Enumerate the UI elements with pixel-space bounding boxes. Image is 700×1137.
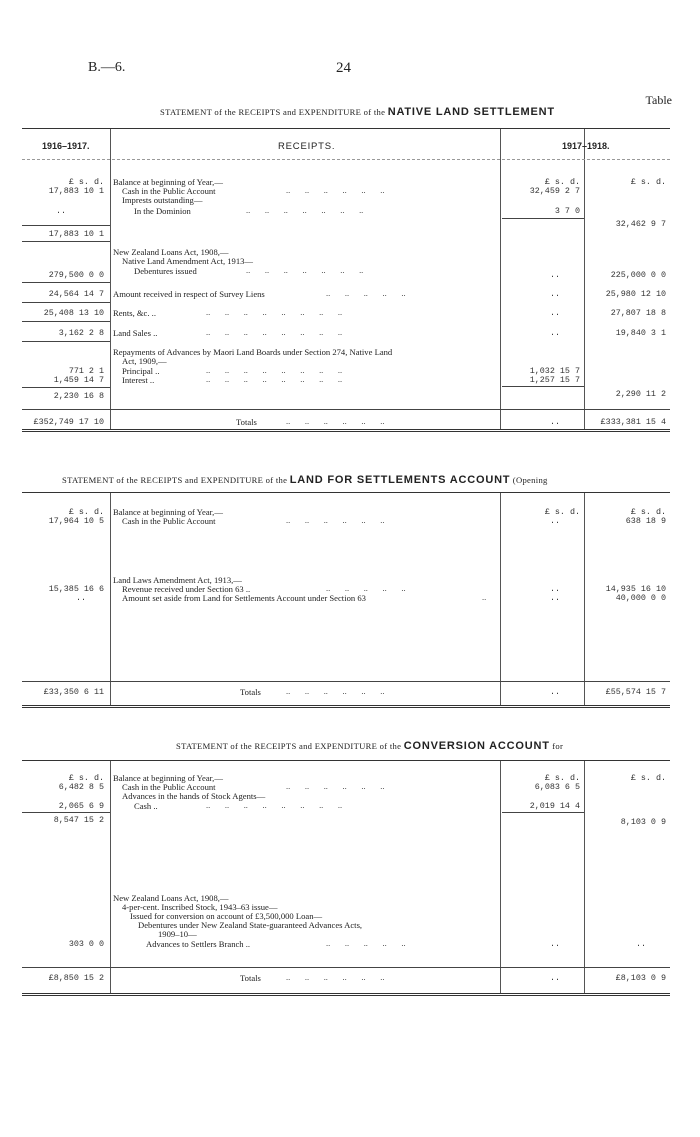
- amount: 17,883 10 1: [48, 229, 104, 239]
- row-label: Advances in the hands of Stock Agents—: [122, 791, 266, 801]
- amount: 2,065 6 9: [58, 801, 104, 811]
- leader-dots: .. .. .. .. .. .. .. ..: [206, 328, 343, 337]
- lsd-head: £ s. d.: [630, 177, 666, 187]
- dash: ..: [549, 584, 560, 594]
- lsd-head: £ s. d.: [68, 177, 104, 187]
- dash: ..: [549, 593, 560, 603]
- leader-dots: .. .. .. .. .. .. ..: [246, 206, 364, 215]
- amount: 1,032 15 7: [529, 366, 580, 376]
- dash: ..: [549, 417, 560, 427]
- totals-label: Totals: [236, 417, 257, 427]
- amount: 40,000 0 0: [615, 593, 666, 603]
- col-divider: [500, 761, 501, 993]
- leader-dots: .. .. .. .. .. .. .. ..: [206, 308, 343, 317]
- subtotal-rule: [22, 387, 110, 388]
- dash: ..: [549, 328, 560, 338]
- title-bold: LAND FOR SETTLEMENTS ACCOUNT: [289, 474, 511, 486]
- leader-dots: .. .. .. .. .. ..: [286, 186, 385, 195]
- conversion-table: [22, 760, 670, 996]
- row-label: Debentures under New Zealand State-guaranteed Advances Acts,: [138, 920, 363, 930]
- row-label: New Zealand Loans Act, 1908,—: [113, 893, 229, 903]
- row-rule: [22, 282, 110, 283]
- row-label: Land Sales ..: [113, 328, 158, 338]
- subtotal-rule: [502, 386, 584, 387]
- leader-dots: .. .. .. .. .. .. ..: [246, 266, 364, 275]
- title-text: for: [552, 741, 564, 751]
- lsd-head: £ s. d.: [544, 773, 580, 783]
- title-text: STATEMENT of the RECEIPTS and EXPENDITURE of the: [176, 741, 402, 751]
- row-label: Rents, &c. ..: [113, 308, 156, 318]
- title-bold: CONVERSION ACCOUNT: [403, 740, 550, 752]
- row-label: Native Land Amendment Act, 1913—: [122, 256, 254, 266]
- amount: 27,807 18 8: [610, 308, 666, 318]
- col-divider: [110, 493, 111, 705]
- totals-label: Totals: [240, 687, 261, 697]
- leader-dots: .. .. .. .. ..: [326, 939, 406, 948]
- col-year-left: 1916–1917.: [42, 141, 90, 151]
- title-text: (Opening: [512, 475, 548, 485]
- totals-rule: [22, 967, 670, 968]
- lsd-head: £ s. d.: [630, 773, 666, 783]
- statement-title-native: [160, 106, 555, 118]
- amount: 19,840 3 1: [615, 328, 666, 338]
- dash: ..: [75, 593, 86, 603]
- header-rule: [22, 159, 670, 160]
- page-number: 24: [336, 60, 351, 76]
- row-label: Balance at beginning of Year,—: [113, 507, 223, 517]
- row-label: 1909–10—: [158, 929, 197, 939]
- row-label: Balance at beginning of Year,—: [113, 773, 223, 783]
- leader-dots: .. .. .. .. .. ..: [286, 687, 385, 696]
- row-label: New Zealand Loans Act, 1908,—: [113, 247, 229, 257]
- row-label: Amount set aside from Land for Settlements Account under Section 63: [122, 593, 366, 603]
- row-rule: [22, 341, 110, 342]
- leader-dots: .. .. .. .. .. ..: [286, 973, 385, 982]
- amount: 2,230 16 8: [53, 391, 104, 401]
- totals-label: Totals: [240, 973, 261, 983]
- leader-dots: .. .. .. .. .. ..: [286, 782, 385, 791]
- amount: 2,290 11 2: [615, 389, 666, 399]
- row-label: Advances to Settlers Branch ..: [146, 939, 251, 949]
- amount: 8,103 0 9: [620, 817, 666, 827]
- dash: ..: [549, 289, 560, 299]
- subtotal-rule: [22, 225, 110, 226]
- dash: ..: [549, 973, 560, 983]
- leader-dots: .. .. .. .. ..: [326, 584, 406, 593]
- col-divider: [500, 493, 501, 705]
- row-label: 4-per-cent. Inscribed Stock, 1943–63 issue—: [122, 902, 278, 912]
- row-label: Act, 1909,—: [122, 356, 167, 366]
- leader-dots: .. .. .. .. .. ..: [286, 516, 385, 525]
- amount: 2,019 14 4: [529, 801, 580, 811]
- amount: 14,935 16 10: [605, 584, 666, 594]
- amount: 225,000 0 0: [610, 270, 666, 280]
- lsd-head: £ s. d.: [544, 177, 580, 187]
- row-rule: [22, 321, 110, 322]
- statement-title-lfs: [62, 474, 548, 486]
- total-amount: £8,103 0 9: [615, 973, 666, 983]
- total-amount: £33,350 6 11: [43, 687, 104, 697]
- row-label: Revenue received under Section 63 ..: [122, 584, 251, 594]
- lsd-head: £ s. d.: [630, 507, 666, 517]
- leader-dots: .. .. .. .. .. ..: [286, 417, 385, 426]
- table-label: Table: [645, 93, 672, 107]
- lfs-table: [22, 492, 670, 708]
- title-text: STATEMENT of the RECEIPTS and EXPENDITURE of the: [62, 475, 288, 485]
- row-label: Cash ..: [134, 801, 158, 811]
- col-receipts: RECEIPTS.: [278, 141, 336, 152]
- row-label: Cash in the Public Account: [122, 782, 216, 792]
- dash: ..: [55, 206, 66, 216]
- amount: 8,547 15 2: [53, 815, 104, 825]
- amount: 638 18 9: [625, 516, 666, 526]
- dash: ..: [549, 939, 560, 949]
- dash: ..: [549, 516, 560, 526]
- row-label: Principal ..: [122, 366, 160, 376]
- row-rule: [22, 302, 110, 303]
- amount: 279,500 0 0: [48, 270, 104, 280]
- amount: 1,257 15 7: [529, 375, 580, 385]
- dash: ..: [635, 939, 646, 949]
- lsd-head: £ s. d.: [544, 507, 580, 517]
- col-divider: [584, 761, 585, 993]
- leader-dots: .. .. .. .. .. .. .. ..: [206, 801, 343, 810]
- amount: 15,385 16 6: [48, 584, 104, 594]
- dash: ..: [549, 308, 560, 318]
- row-label: Imprests outstanding—: [122, 195, 203, 205]
- col-year-right: 1917–1918.: [562, 141, 610, 151]
- row-label: Cash in the Public Account: [122, 516, 216, 526]
- subtotal-rule: [22, 812, 110, 813]
- row-label: In the Dominion: [134, 206, 191, 216]
- lsd-head: £ s. d.: [68, 773, 104, 783]
- leader-dots: .. .. .. .. .. .. .. ..: [206, 375, 343, 384]
- statement-title-conversion: [176, 740, 563, 752]
- row-label: Amount received in respect of Survey Liens: [113, 289, 265, 299]
- amount: 6,482 8 5: [58, 782, 104, 792]
- total-amount: £333,381 15 4: [600, 417, 666, 427]
- subtotal-rule: [502, 218, 584, 219]
- doc-reference: B.—6.: [88, 60, 126, 75]
- col-divider: [500, 129, 501, 429]
- amount: 25,408 13 10: [43, 308, 104, 318]
- col-divider: [110, 761, 111, 993]
- row-label: Interest ..: [122, 375, 155, 385]
- total-amount: £55,574 15 7: [605, 687, 666, 697]
- title-text: STATEMENT of the RECEIPTS and EXPENDITURE of the: [160, 107, 386, 117]
- leader-dots: .. .. .. .. ..: [326, 289, 406, 298]
- amount: 303 0 0: [68, 939, 104, 949]
- totals-rule: [22, 681, 670, 682]
- amount: 25,980 12 10: [605, 289, 666, 299]
- col-divider: [584, 493, 585, 705]
- leader-dots: ..: [482, 593, 487, 602]
- row-label: Land Laws Amendment Act, 1913,—: [113, 575, 242, 585]
- dash: ..: [549, 687, 560, 697]
- row-label: Repayments of Advances by Maori Land Boards under Section 274, Native Land: [113, 347, 393, 357]
- amount: 6,083 6 5: [534, 782, 580, 792]
- native-land-table: [22, 128, 670, 432]
- row-label: Balance at beginning of Year,—: [113, 177, 223, 187]
- leader-dots: .. .. .. .. .. .. .. ..: [206, 366, 343, 375]
- total-amount: £8,850 15 2: [48, 973, 104, 983]
- amount: 3,162 2 8: [58, 328, 104, 338]
- amount: 3 7 0: [554, 206, 580, 216]
- row-rule: [22, 241, 110, 242]
- amount: 17,964 10 5: [48, 516, 104, 526]
- amount: 24,564 14 7: [48, 289, 104, 299]
- amount: 17,883 10 1: [48, 186, 104, 196]
- subtotal-rule: [502, 812, 584, 813]
- amount: 32,462 9 7: [615, 219, 666, 229]
- row-label: Cash in the Public Account: [122, 186, 216, 196]
- col-divider: [584, 129, 585, 429]
- lsd-head: £ s. d.: [68, 507, 104, 517]
- dash: ..: [549, 270, 560, 280]
- title-bold: NATIVE LAND SETTLEMENT: [387, 106, 555, 118]
- totals-rule: [22, 409, 670, 410]
- row-label: Debentures issued: [134, 266, 197, 276]
- amount: 1,459 14 7: [53, 375, 104, 385]
- amount: 32,459 2 7: [529, 186, 580, 196]
- amount: 771 2 1: [68, 366, 104, 376]
- total-amount: £352,749 17 10: [33, 417, 104, 427]
- row-label: Issued for conversion on account of £3,500,000 Loan—: [130, 911, 323, 921]
- col-divider: [110, 129, 111, 429]
